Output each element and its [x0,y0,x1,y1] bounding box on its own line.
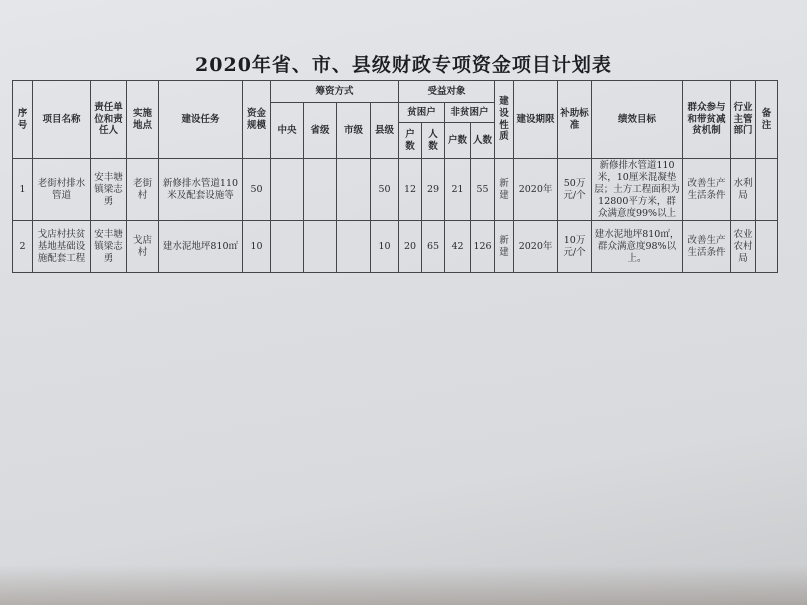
header-goal: 绩效目标 [592,81,683,159]
header-nonpoor-households: 户数 [445,123,471,159]
cell-county: 50 [371,159,399,221]
cell-poor-people: 29 [422,159,445,221]
cell-location: 戈店村 [127,221,159,273]
cell-name: 老街村排水管道 [33,159,91,221]
cell-task: 新修排水管道110米及配套设施等 [159,159,243,221]
cell-nature: 新建 [495,221,514,273]
header-dept: 行业主管部门 [731,81,756,159]
header-subsidy: 补助标准 [558,81,592,159]
header-nature: 建设性质 [495,81,514,159]
header-location: 实施地点 [127,81,159,159]
cell-seq: 1 [13,159,33,221]
header-seq: 序号 [13,81,33,159]
header-scale: 资金规模 [243,81,271,159]
cell-period: 2020年 [514,221,558,273]
cell-unit: 安丰塘镇梁志勇 [91,159,127,221]
cell-seq: 2 [13,221,33,273]
cell-goal: 新修排水管道110米，10厘米混凝垫层；土方工程面积为12800平方米，群众满意度99%以上 [592,159,683,221]
cell-central [271,221,304,273]
cell-location: 老街村 [127,159,159,221]
header-beneficiary: 受益对象 [399,81,495,103]
header-remark: 备注 [756,81,778,159]
cell-task: 建水泥地坪810㎡ [159,221,243,273]
header-poor: 贫困户 [399,103,445,123]
table-row [13,159,778,221]
cell-nonpoor-people: 126 [471,221,495,273]
cell-nature: 新建 [495,159,514,221]
header-city: 市级 [337,103,371,159]
page-title: 2020年省、市、县级财政专项资金项目计划表 [195,54,612,76]
cell-remark [756,221,778,273]
header-nonpoor: 非贫困户 [445,103,495,123]
header-province: 省级 [304,103,337,159]
header-unit: 责任单位和责任人 [91,81,127,159]
cell-goal: 建水泥地坪810㎡，群众满意度98%以上。 [592,221,683,273]
cell-remark [756,159,778,221]
cell-dept: 农业农村局 [731,221,756,273]
page-shadow [0,565,807,605]
project-plan-table [12,80,778,273]
cell-city [337,159,371,221]
header-task: 建设任务 [159,81,243,159]
cell-poor-households: 20 [399,221,422,273]
cell-nonpoor-people: 55 [471,159,495,221]
cell-mechanism: 改善生产生活条件 [683,159,731,221]
cell-nonpoor-households: 42 [445,221,471,273]
cell-nonpoor-households: 21 [445,159,471,221]
header-county: 县级 [371,103,399,159]
cell-province [304,159,337,221]
cell-city [337,221,371,273]
header-nonpoor-people: 人数 [471,123,495,159]
header-poor-people: 人数 [422,123,445,159]
header-central: 中央 [271,103,304,159]
cell-subsidy: 50万元/个 [558,159,592,221]
header-funding: 筹资方式 [271,81,399,103]
table-row [13,221,778,273]
cell-name: 戈店村扶贫基地基础设施配套工程 [33,221,91,273]
cell-mechanism: 改善生产生活条件 [683,221,731,273]
header-period: 建设期限 [514,81,558,159]
cell-province [304,221,337,273]
header-poor-households: 户数 [399,123,422,159]
cell-central [271,159,304,221]
cell-county: 10 [371,221,399,273]
cell-period: 2020年 [514,159,558,221]
cell-scale: 10 [243,221,271,273]
header-name: 项目名称 [33,81,91,159]
cell-scale: 50 [243,159,271,221]
header-row-1 [13,81,778,103]
cell-subsidy: 10万元/个 [558,221,592,273]
cell-dept: 水利局 [731,159,756,221]
cell-poor-households: 12 [399,159,422,221]
cell-unit: 安丰塘镇梁志勇 [91,221,127,273]
header-mechanism: 群众参与和带贫减贫机制 [683,81,731,159]
cell-poor-people: 65 [422,221,445,273]
